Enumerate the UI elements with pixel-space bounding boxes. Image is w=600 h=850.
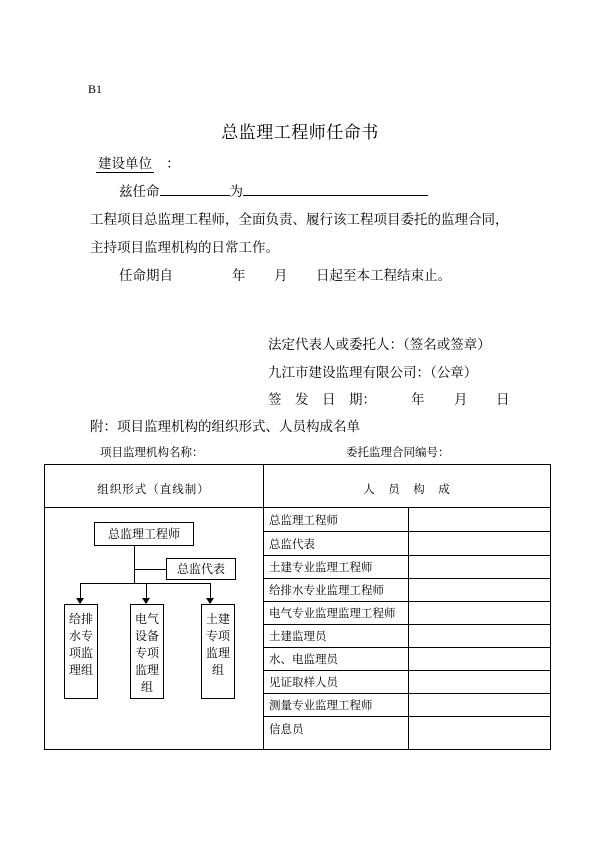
- role-plumbing-engineer: 给排水专业监理工程师: [269, 583, 384, 597]
- contract-no-label: 委托监理合同编号：: [346, 445, 450, 459]
- body-line-2: 主持项目监理机构的日常工作。: [90, 240, 279, 256]
- org-group-text: 监理: [205, 646, 230, 660]
- org-branch-line: [80, 583, 210, 584]
- org-group-text: 设备: [134, 629, 159, 643]
- role-deputy: 总监代表: [269, 537, 315, 551]
- construction-unit-row: [96, 152, 180, 172]
- appoint-prefix: 兹任命: [119, 184, 160, 200]
- role-witness-sampler: 见证取样人员: [269, 675, 338, 689]
- row-divider: [263, 670, 551, 671]
- org-deputy-box: 总监代表: [166, 558, 236, 580]
- company-seal: 九江市建设监理有限公司：（公章）: [268, 365, 478, 381]
- header-personnel: 人 员 构 成: [363, 482, 451, 496]
- issue-date-label: 签 发 日 期：: [268, 392, 376, 408]
- table-value-divider: [408, 507, 409, 750]
- org-group-text: 组: [140, 680, 153, 694]
- table-header-divider: [44, 507, 551, 508]
- appointee-name-blank[interactable]: [160, 181, 230, 196]
- row-divider: [263, 578, 551, 579]
- role-info-officer: 信息员: [269, 722, 304, 736]
- row-divider: [263, 555, 551, 556]
- term-suffix: 日起至本工程结束止。: [316, 268, 451, 284]
- org-group-text: 组: [211, 663, 224, 677]
- row-divider: [263, 624, 551, 625]
- org-group-electrical: [130, 604, 164, 699]
- org-group-text: 土建: [205, 612, 230, 626]
- legal-representative: 法定代表人或委托人：（签名或签章）: [268, 337, 491, 353]
- construction-unit-colon: ：: [166, 156, 180, 172]
- row-divider: [263, 647, 551, 648]
- project-name-blank[interactable]: [243, 181, 428, 196]
- page-title: 总监理工程师任命书: [221, 123, 379, 143]
- body-line-1: 工程项目总监理工程师，全面负责、履行该工程项目委托的监理合同，: [90, 212, 509, 228]
- row-divider: [263, 716, 551, 717]
- org-chief-box: 总监理工程师: [94, 522, 194, 546]
- role-chief-engineer: 总监理工程师: [269, 513, 338, 527]
- org-group-text: 专项: [205, 629, 230, 643]
- org-group-text: 项监: [68, 646, 93, 660]
- role-civil-engineer: 土建专业监理工程师: [269, 560, 373, 574]
- row-divider: [263, 693, 551, 694]
- issue-date-day: 日: [496, 392, 510, 408]
- org-group-plumbing: [64, 604, 98, 699]
- org-name-label: 项目监理机构名称：: [100, 445, 204, 459]
- term-year: 年: [232, 268, 246, 284]
- document-code: B1: [88, 82, 103, 96]
- appoint-as: 为: [229, 184, 243, 200]
- issue-date-month: 月: [454, 392, 468, 408]
- role-electrical-engineer: 电气专业监理监理工程师: [269, 606, 396, 620]
- term-prefix: 任命期自: [119, 268, 173, 284]
- role-water-electric-inspector: 水、电监理员: [269, 652, 338, 666]
- attachment-note: 附：项目监理机构的组织形式、人员构成名单: [90, 419, 360, 435]
- org-group-text: 电气: [134, 612, 159, 626]
- org-group-text: 监理: [134, 663, 159, 677]
- row-divider: [263, 601, 551, 602]
- org-group-text: 水专: [68, 629, 93, 643]
- org-connector: [134, 546, 135, 583]
- role-survey-engineer: 测量专业监理工程师: [269, 698, 373, 712]
- role-civil-inspector: 土建监理员: [269, 629, 327, 643]
- org-group-text: 理组: [68, 663, 93, 677]
- construction-unit-label: 建设单位: [98, 156, 152, 172]
- row-divider: [263, 531, 551, 532]
- org-group-text: 专项: [134, 646, 159, 660]
- org-group-civil: [201, 604, 235, 699]
- org-connector: [134, 569, 166, 570]
- appointment-row: [119, 180, 428, 200]
- issue-date-year: 年: [411, 392, 425, 408]
- term-month: 月: [274, 268, 288, 284]
- header-org-form: 组织形式（直线制）: [97, 482, 210, 496]
- org-group-text: 给排: [68, 612, 93, 626]
